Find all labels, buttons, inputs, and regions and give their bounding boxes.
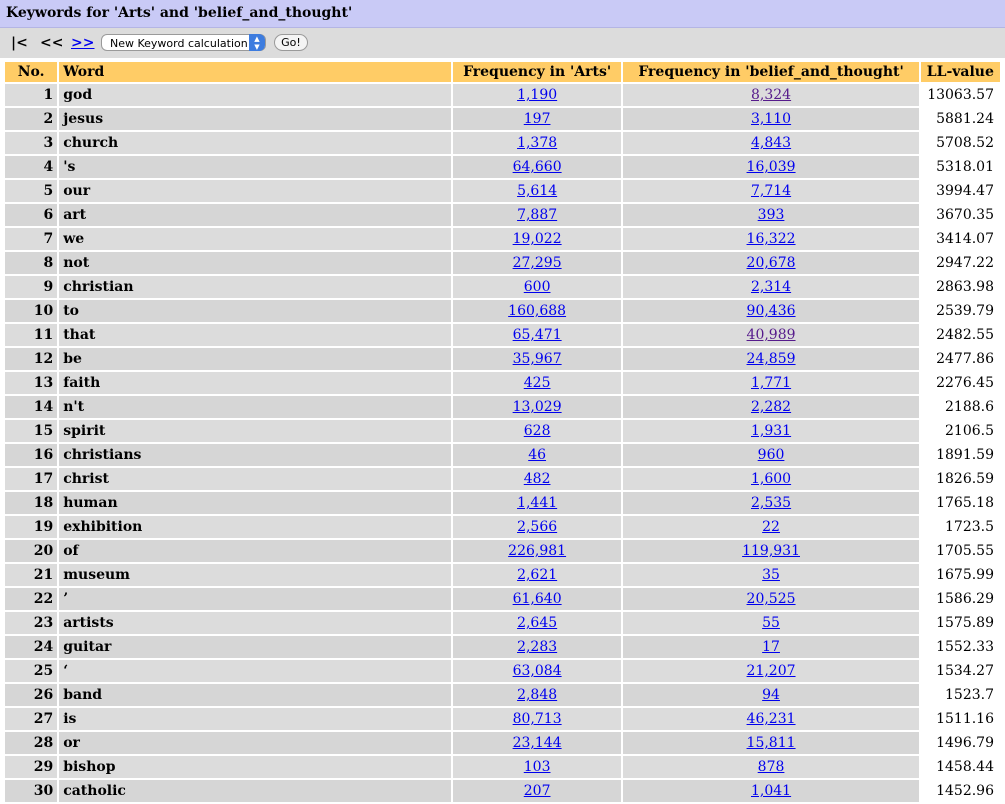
ll-value: 2947.22 xyxy=(921,252,1000,274)
frequency-arts-link[interactable]: 1,190 xyxy=(517,87,558,103)
keyword: guitar xyxy=(59,636,451,658)
frequency-arts-link[interactable]: 7,887 xyxy=(517,207,558,223)
frequency-belief-cell xyxy=(623,468,918,490)
frequency-arts-cell xyxy=(453,132,622,154)
table-row xyxy=(5,732,1000,754)
row-number: 8 xyxy=(5,252,57,274)
frequency-arts-cell xyxy=(453,756,622,778)
table-row xyxy=(5,540,1000,562)
row-number: 28 xyxy=(5,732,57,754)
previous-page-button[interactable]: << xyxy=(40,35,64,51)
frequency-arts-link[interactable]: 197 xyxy=(523,111,551,127)
keyword: our xyxy=(59,180,451,202)
keywords-table xyxy=(3,60,1002,804)
frequency-arts-cell xyxy=(453,492,622,514)
frequency-arts-cell xyxy=(453,372,622,394)
frequency-arts-cell xyxy=(453,636,622,658)
frequency-arts-cell xyxy=(453,348,622,370)
frequency-arts-link[interactable]: 46 xyxy=(528,447,547,463)
row-number: 21 xyxy=(5,564,57,586)
table-row xyxy=(5,492,1000,514)
row-number: 4 xyxy=(5,156,57,178)
frequency-belief-cell xyxy=(623,588,918,610)
ll-value: 5881.24 xyxy=(921,108,1000,130)
go-button[interactable]: Go! xyxy=(274,34,308,51)
ll-value: 1891.59 xyxy=(921,444,1000,466)
frequency-belief-link[interactable]: 15,811 xyxy=(746,735,796,751)
table-row xyxy=(5,84,1000,106)
frequency-belief-link[interactable]: 2,314 xyxy=(751,279,792,295)
keyword: bishop xyxy=(59,756,451,778)
ll-value: 13063.57 xyxy=(921,84,1000,106)
page-title-bar xyxy=(0,0,1005,28)
frequency-arts-link[interactable]: 63,084 xyxy=(512,663,562,679)
keyword: to xyxy=(59,300,451,322)
keyword: catholic xyxy=(59,780,451,802)
table-row xyxy=(5,636,1000,658)
ll-value: 1586.29 xyxy=(921,588,1000,610)
frequency-arts-link[interactable]: 2,621 xyxy=(517,567,558,583)
ll-value: 1765.18 xyxy=(921,492,1000,514)
row-number: 26 xyxy=(5,684,57,706)
row-number: 6 xyxy=(5,204,57,226)
table-row xyxy=(5,228,1000,250)
keyword: jesus xyxy=(59,108,451,130)
keyword: is xyxy=(59,708,451,730)
keyword: we xyxy=(59,228,451,250)
keyword: art xyxy=(59,204,451,226)
frequency-belief-link[interactable]: 3,110 xyxy=(751,111,792,127)
ll-value: 1523.7 xyxy=(921,684,1000,706)
frequency-belief-link[interactable]: 960 xyxy=(757,447,785,463)
frequency-belief-cell xyxy=(623,348,918,370)
ll-value: 3414.07 xyxy=(921,228,1000,250)
ll-value: 1826.59 xyxy=(921,468,1000,490)
row-number: 3 xyxy=(5,132,57,154)
frequency-belief-link[interactable]: 878 xyxy=(757,759,785,775)
frequency-arts-link[interactable]: 1,441 xyxy=(517,495,558,511)
calculation-select[interactable] xyxy=(101,34,266,51)
keyword: be xyxy=(59,348,451,370)
frequency-belief-link[interactable]: 24,859 xyxy=(746,351,796,367)
frequency-belief-cell xyxy=(623,228,918,250)
frequency-arts-link[interactable]: 23,144 xyxy=(512,735,562,751)
table-row xyxy=(5,708,1000,730)
frequency-belief-cell xyxy=(623,516,918,538)
frequency-arts-cell xyxy=(453,588,622,610)
row-number: 7 xyxy=(5,228,57,250)
keyword: christ xyxy=(59,468,451,490)
frequency-belief-cell xyxy=(623,324,918,346)
frequency-belief-link[interactable]: 1,771 xyxy=(751,375,792,391)
keyword: of xyxy=(59,540,451,562)
ll-value: 1575.89 xyxy=(921,612,1000,634)
next-page-link[interactable]: >> xyxy=(71,35,95,51)
frequency-belief-link[interactable]: 90,436 xyxy=(746,303,796,319)
frequency-belief-link[interactable]: 21,207 xyxy=(746,663,796,679)
frequency-arts-link[interactable]: 425 xyxy=(523,375,551,391)
frequency-belief-link[interactable]: 46,231 xyxy=(746,711,796,727)
row-number: 10 xyxy=(5,300,57,322)
frequency-arts-cell xyxy=(453,564,622,586)
table-row xyxy=(5,612,1000,634)
ll-value: 5708.52 xyxy=(921,132,1000,154)
frequency-belief-link[interactable]: 55 xyxy=(762,615,780,631)
frequency-arts-link[interactable]: 5,614 xyxy=(517,183,558,199)
frequency-belief-link[interactable]: 119,931 xyxy=(742,543,800,559)
frequency-arts-cell xyxy=(453,84,622,106)
keyword: n't xyxy=(59,396,451,418)
keyword: not xyxy=(59,252,451,274)
frequency-belief-cell xyxy=(623,780,918,802)
row-number: 23 xyxy=(5,612,57,634)
row-number: 19 xyxy=(5,516,57,538)
keyword: christians xyxy=(59,444,451,466)
frequency-belief-cell xyxy=(623,612,918,634)
frequency-arts-cell xyxy=(453,228,622,250)
keyword: band xyxy=(59,684,451,706)
row-number: 24 xyxy=(5,636,57,658)
table-row xyxy=(5,156,1000,178)
first-page-button[interactable]: |< xyxy=(11,35,28,51)
row-number: 27 xyxy=(5,708,57,730)
table-row xyxy=(5,660,1000,682)
table-row xyxy=(5,396,1000,418)
frequency-arts-link[interactable]: 80,713 xyxy=(512,711,562,727)
header-frequency-belief: Frequency in 'belief_and_thought' xyxy=(623,62,918,82)
row-number: 20 xyxy=(5,540,57,562)
frequency-arts-cell xyxy=(453,324,622,346)
frequency-belief-link[interactable]: 2,535 xyxy=(751,495,792,511)
frequency-belief-link[interactable]: 1,931 xyxy=(751,423,792,439)
row-number: 5 xyxy=(5,180,57,202)
frequency-arts-link[interactable]: 19,022 xyxy=(512,231,562,247)
frequency-arts-link[interactable]: 600 xyxy=(523,279,551,295)
header-no: No. xyxy=(5,62,57,82)
frequency-belief-cell xyxy=(623,252,918,274)
frequency-arts-cell xyxy=(453,252,622,274)
frequency-belief-cell xyxy=(623,708,918,730)
frequency-belief-cell xyxy=(623,540,918,562)
table-row xyxy=(5,588,1000,610)
keyword: human xyxy=(59,492,451,514)
frequency-arts-link[interactable]: 628 xyxy=(523,423,551,439)
ll-value: 3670.35 xyxy=(921,204,1000,226)
row-number: 25 xyxy=(5,660,57,682)
table-row xyxy=(5,252,1000,274)
table-row xyxy=(5,132,1000,154)
table-row xyxy=(5,324,1000,346)
frequency-arts-cell xyxy=(453,180,622,202)
ll-value: 1552.33 xyxy=(921,636,1000,658)
frequency-arts-link[interactable]: 207 xyxy=(523,783,551,799)
frequency-arts-cell xyxy=(453,444,622,466)
frequency-arts-link[interactable]: 64,660 xyxy=(512,159,562,175)
frequency-belief-link[interactable]: 4,843 xyxy=(751,135,792,151)
table-row xyxy=(5,444,1000,466)
row-number: 18 xyxy=(5,492,57,514)
header-ll-value: LL-value xyxy=(921,62,1000,82)
ll-value: 1496.79 xyxy=(921,732,1000,754)
row-number: 1 xyxy=(5,84,57,106)
frequency-arts-link[interactable]: 160,688 xyxy=(508,303,567,319)
frequency-arts-link[interactable]: 65,471 xyxy=(512,327,562,343)
ll-value: 1458.44 xyxy=(921,756,1000,778)
ll-value: 2477.86 xyxy=(921,348,1000,370)
row-number: 17 xyxy=(5,468,57,490)
frequency-arts-cell xyxy=(453,420,622,442)
frequency-belief-cell xyxy=(623,420,918,442)
frequency-belief-link[interactable]: 40,989 xyxy=(746,327,796,343)
frequency-arts-link[interactable]: 2,566 xyxy=(517,519,558,535)
frequency-belief-cell xyxy=(623,492,918,514)
ll-value: 1675.99 xyxy=(921,564,1000,586)
frequency-belief-cell xyxy=(623,204,918,226)
table-row xyxy=(5,108,1000,130)
ll-value: 2188.6 xyxy=(921,396,1000,418)
table-row xyxy=(5,756,1000,778)
frequency-arts-cell xyxy=(453,660,622,682)
frequency-belief-link[interactable]: 20,678 xyxy=(746,255,796,271)
frequency-belief-link[interactable]: 7,714 xyxy=(751,183,792,199)
table-row xyxy=(5,468,1000,490)
ll-value: 2482.55 xyxy=(921,324,1000,346)
frequency-belief-link[interactable]: 17 xyxy=(762,639,780,655)
frequency-arts-cell xyxy=(453,684,622,706)
frequency-arts-cell xyxy=(453,540,622,562)
frequency-arts-cell xyxy=(453,276,622,298)
keyword: artists xyxy=(59,612,451,634)
header-word: Word xyxy=(59,62,451,82)
table-row xyxy=(5,204,1000,226)
ll-value: 2106.5 xyxy=(921,420,1000,442)
frequency-arts-link[interactable]: 1,378 xyxy=(517,135,558,151)
table-row xyxy=(5,300,1000,322)
frequency-belief-cell xyxy=(623,732,918,754)
frequency-arts-cell xyxy=(453,156,622,178)
row-number: 16 xyxy=(5,444,57,466)
row-number: 15 xyxy=(5,420,57,442)
keyword: exhibition xyxy=(59,516,451,538)
frequency-belief-link[interactable]: 16,039 xyxy=(746,159,796,175)
keyword: ’ xyxy=(59,588,451,610)
row-number: 30 xyxy=(5,780,57,802)
row-number: 14 xyxy=(5,396,57,418)
frequency-arts-cell xyxy=(453,468,622,490)
page-title: Keywords for 'Arts' and 'belief_and_thought' xyxy=(6,5,353,21)
keyword: god xyxy=(59,84,451,106)
frequency-belief-link[interactable]: 22 xyxy=(762,519,780,535)
frequency-belief-link[interactable]: 8,324 xyxy=(751,87,792,103)
keyword: 's xyxy=(59,156,451,178)
ll-value: 2276.45 xyxy=(921,372,1000,394)
ll-value: 2863.98 xyxy=(921,276,1000,298)
keyword: faith xyxy=(59,372,451,394)
frequency-belief-cell xyxy=(623,564,918,586)
ll-value: 1723.5 xyxy=(921,516,1000,538)
frequency-belief-cell xyxy=(623,156,918,178)
frequency-belief-link[interactable]: 1,600 xyxy=(751,471,792,487)
keyword: museum xyxy=(59,564,451,586)
header-frequency-arts: Frequency in 'Arts' xyxy=(453,62,622,82)
frequency-arts-link[interactable]: 2,283 xyxy=(517,639,558,655)
frequency-belief-link[interactable]: 20,525 xyxy=(746,591,796,607)
row-number: 13 xyxy=(5,372,57,394)
keyword: that xyxy=(59,324,451,346)
frequency-belief-cell xyxy=(623,84,918,106)
table-row xyxy=(5,516,1000,538)
ll-value: 1534.27 xyxy=(921,660,1000,682)
table-header-row xyxy=(5,62,1000,82)
frequency-belief-cell xyxy=(623,636,918,658)
frequency-belief-cell xyxy=(623,108,918,130)
frequency-belief-link[interactable]: 2,282 xyxy=(751,399,792,415)
table-row xyxy=(5,276,1000,298)
frequency-arts-cell xyxy=(453,732,622,754)
keyword: spirit xyxy=(59,420,451,442)
frequency-arts-cell xyxy=(453,708,622,730)
frequency-belief-link[interactable]: 1,041 xyxy=(751,783,792,799)
frequency-belief-cell xyxy=(623,132,918,154)
frequency-arts-cell xyxy=(453,516,622,538)
frequency-belief-cell xyxy=(623,660,918,682)
keyword: or xyxy=(59,732,451,754)
table-row xyxy=(5,684,1000,706)
row-number: 22 xyxy=(5,588,57,610)
frequency-arts-link[interactable]: 27,295 xyxy=(512,255,562,271)
frequency-arts-link[interactable]: 13,029 xyxy=(512,399,562,415)
frequency-arts-link[interactable]: 2,645 xyxy=(517,615,558,631)
frequency-belief-link[interactable]: 35 xyxy=(762,567,780,583)
frequency-belief-cell xyxy=(623,444,918,466)
keyword: ‘ xyxy=(59,660,451,682)
frequency-arts-link[interactable]: 35,967 xyxy=(512,351,562,367)
frequency-arts-cell xyxy=(453,612,622,634)
ll-value: 3994.47 xyxy=(921,180,1000,202)
calculation-select-value: New Keyword calculation xyxy=(110,37,248,50)
frequency-arts-cell xyxy=(453,396,622,418)
frequency-arts-link[interactable]: 226,981 xyxy=(508,543,567,559)
row-number: 12 xyxy=(5,348,57,370)
table-row xyxy=(5,180,1000,202)
frequency-belief-link[interactable]: 94 xyxy=(762,687,780,703)
row-number: 11 xyxy=(5,324,57,346)
updown-arrows-icon: ▲ ▼ xyxy=(249,34,265,51)
ll-value: 5318.01 xyxy=(921,156,1000,178)
ll-value: 2539.79 xyxy=(921,300,1000,322)
table-row xyxy=(5,564,1000,586)
frequency-arts-link[interactable]: 103 xyxy=(523,759,551,775)
table-row xyxy=(5,348,1000,370)
frequency-belief-link[interactable]: 393 xyxy=(757,207,785,223)
frequency-arts-link[interactable]: 61,640 xyxy=(512,591,562,607)
frequency-belief-cell xyxy=(623,276,918,298)
frequency-belief-cell xyxy=(623,756,918,778)
ll-value: 1705.55 xyxy=(921,540,1000,562)
row-number: 9 xyxy=(5,276,57,298)
table-row xyxy=(5,372,1000,394)
frequency-belief-link[interactable]: 16,322 xyxy=(746,231,796,247)
frequency-arts-cell xyxy=(453,204,622,226)
row-number: 29 xyxy=(5,756,57,778)
row-number: 2 xyxy=(5,108,57,130)
frequency-arts-link[interactable]: 482 xyxy=(523,471,551,487)
ll-value: 1511.16 xyxy=(921,708,1000,730)
frequency-arts-link[interactable]: 2,848 xyxy=(517,687,558,703)
frequency-belief-cell xyxy=(623,396,918,418)
table-row xyxy=(5,420,1000,442)
frequency-arts-cell xyxy=(453,108,622,130)
keyword: church xyxy=(59,132,451,154)
table-row xyxy=(5,780,1000,802)
ll-value: 1452.96 xyxy=(921,780,1000,802)
keyword: christian xyxy=(59,276,451,298)
frequency-belief-cell xyxy=(623,300,918,322)
frequency-belief-cell xyxy=(623,180,918,202)
frequency-belief-cell xyxy=(623,372,918,394)
frequency-belief-cell xyxy=(623,684,918,706)
frequency-arts-cell xyxy=(453,780,622,802)
frequency-arts-cell xyxy=(453,300,622,322)
